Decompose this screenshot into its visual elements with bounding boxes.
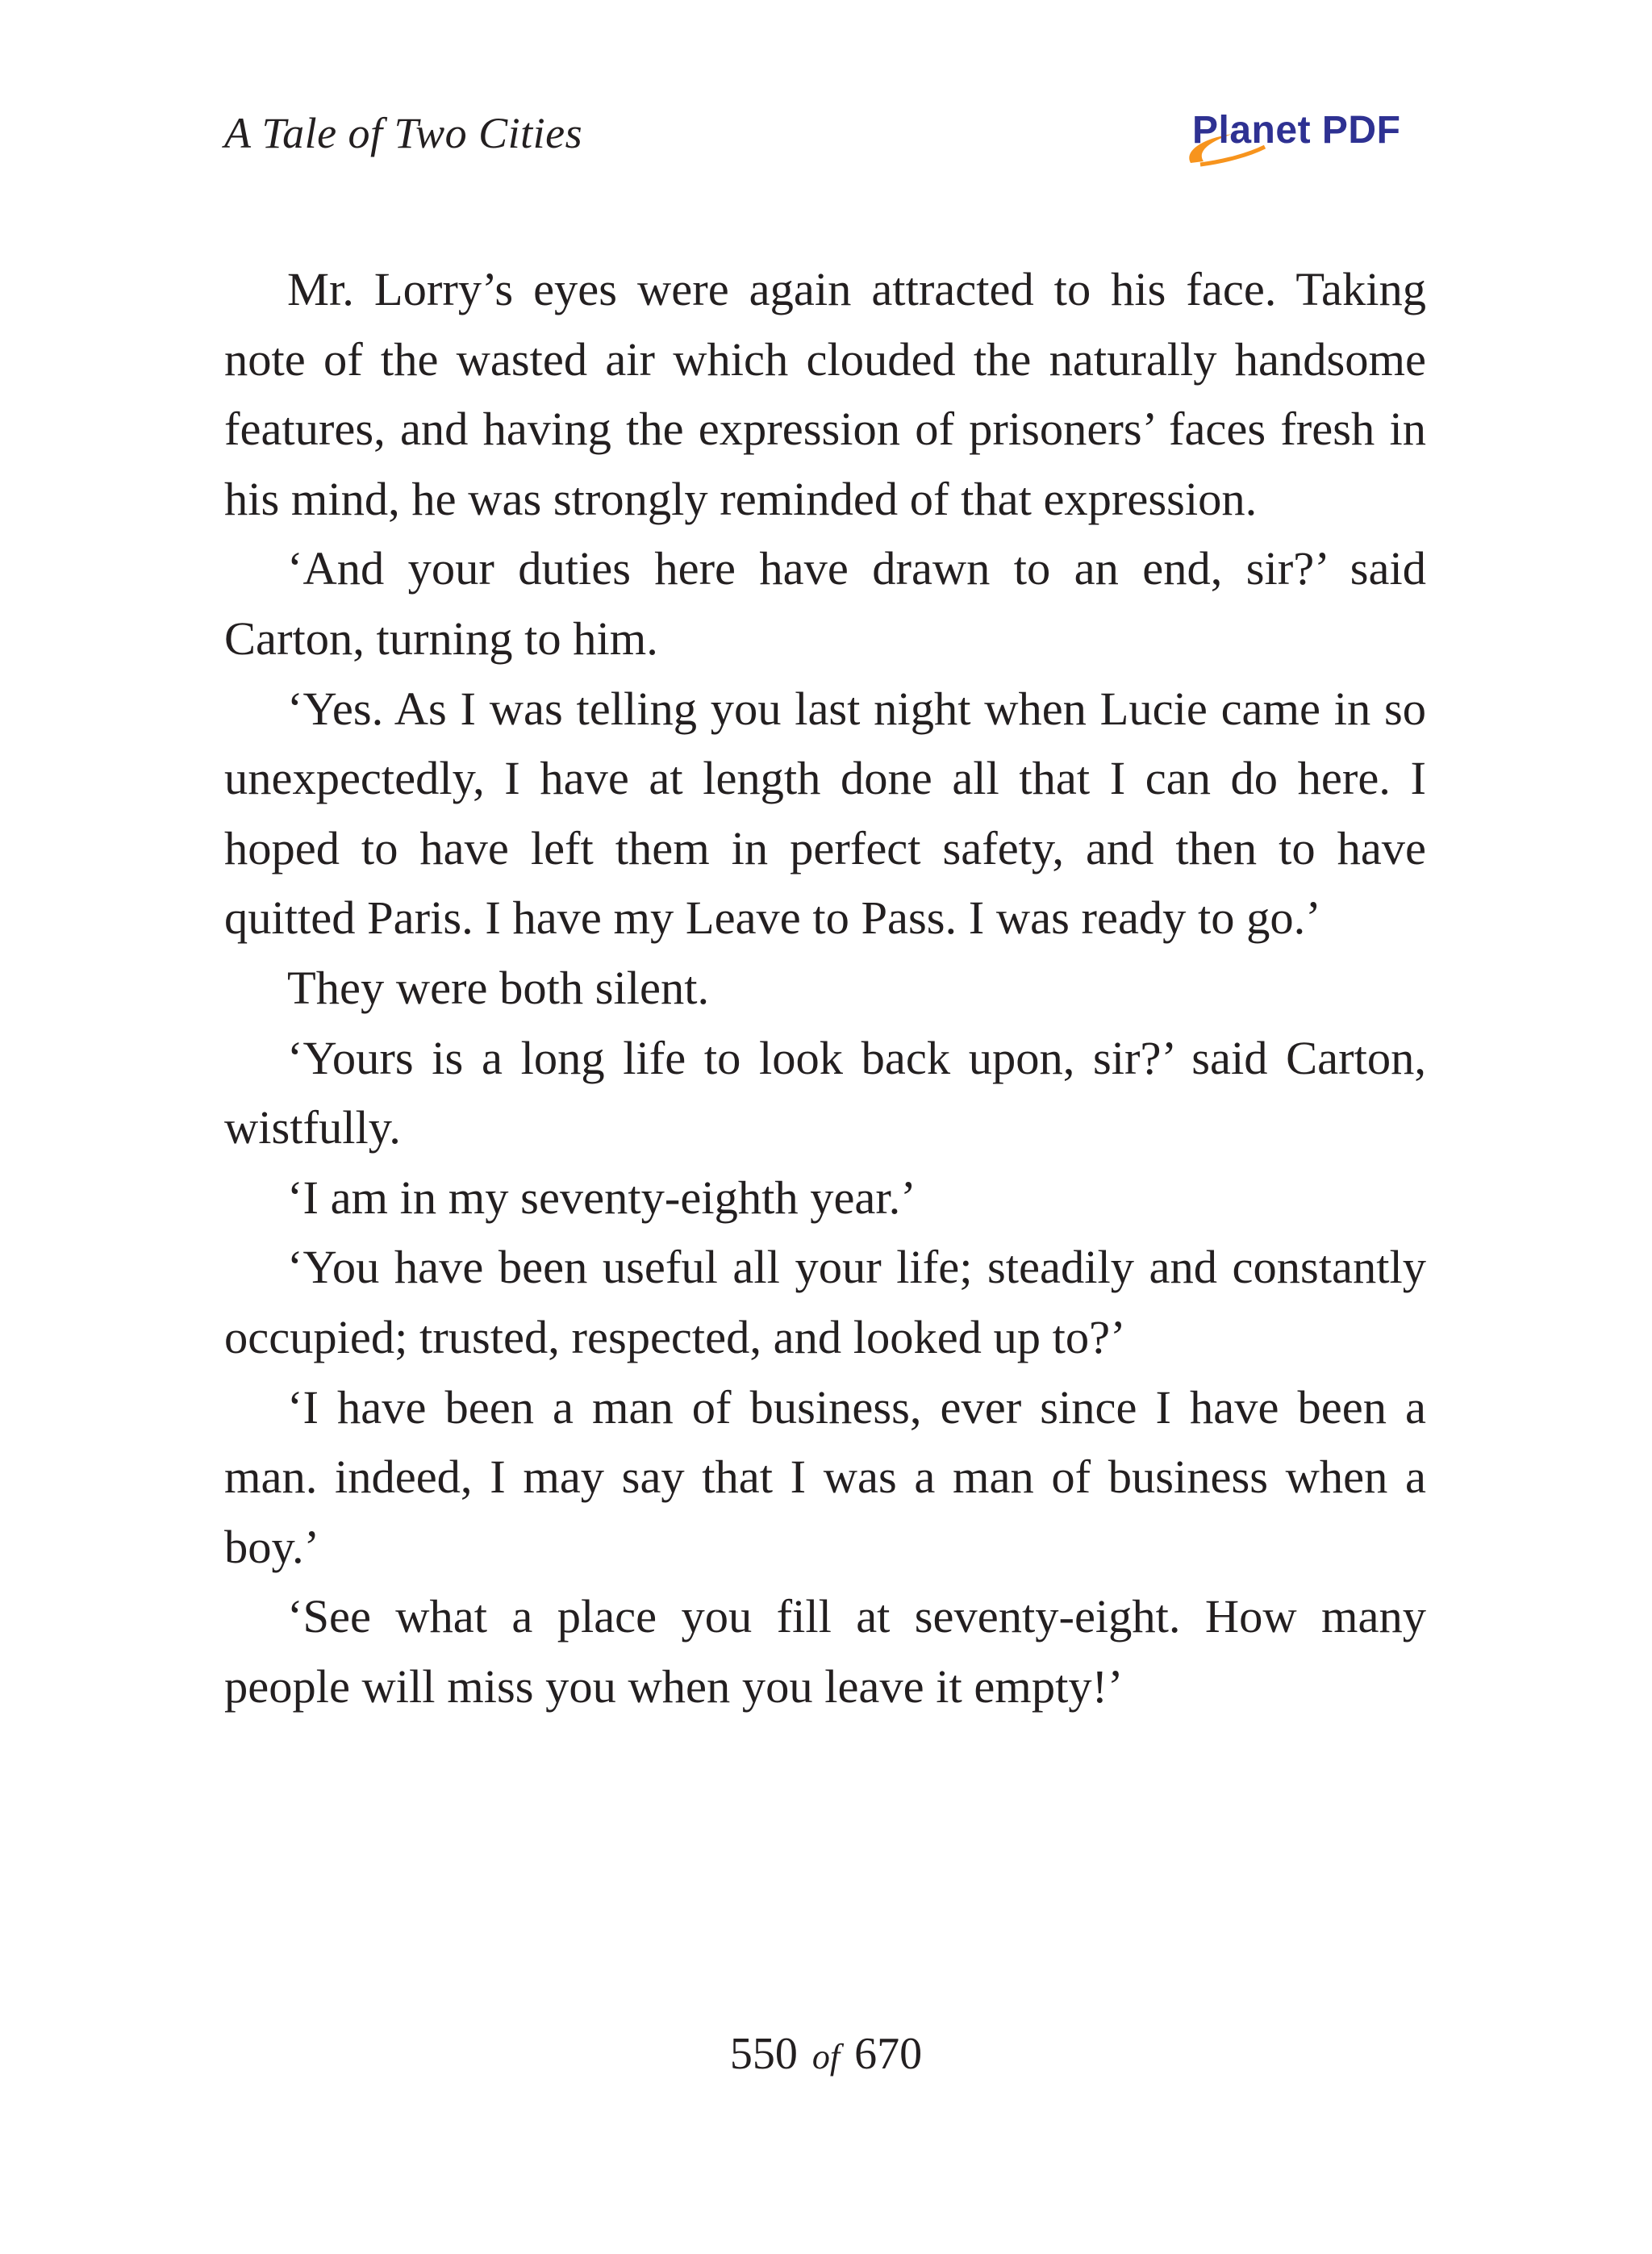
page-number-footer [0,2028,1652,2080]
paragraph: ‘See what a place you fill at seventy-eight. How many people will miss you when you leave it empty!’ [224,1590,1426,1713]
logo-text: Planet PDF [1192,109,1401,152]
paragraph: ‘And your duties here have drawn to an end, sir?’ said Carton, turning to him. [224,542,1426,665]
book-title: A Tale of Two Cities [224,109,583,157]
paragraph: ‘Yes. As I was telling you last night when Lucie came in so unexpectedly, I have at length done all that I can do here. I hoped to have left them in perfect safety, and then to have quitted Paris. I have my Leave to Pass. I was ready to go.’ [224,682,1426,945]
page-header [224,105,1426,169]
total-page-count: 670 [854,2029,923,2079]
paragraph: ‘I have been a man of business, ever since I have been a man. indeed, I may say that I was a man of business when a boy.’ [224,1380,1426,1573]
paragraph: ‘I am in my seventy-eighth year.’ [287,1171,916,1224]
paragraph: ‘You have been useful all your life; steadily and constantly occupied; trusted, respected, and looked up to?’ [224,1241,1426,1363]
paragraph: They were both silent. [287,961,710,1014]
page-body [224,255,1426,1722]
current-page-number: 550 [729,2029,798,2079]
paragraph: Mr. Lorry’s eyes were again attracted to his face. Taking note of the wasted air which clouded the naturally handsome features, and having the expression of prisoners’ faces fresh in his mind, he was strongly reminded of that expression. [224,263,1426,525]
of-label: of [811,2037,841,2077]
paragraph: ‘Yours is a long life to look back upon, sir?’ said Carton, wistfully. [224,1031,1426,1154]
planet-pdf-logo [1176,105,1426,169]
